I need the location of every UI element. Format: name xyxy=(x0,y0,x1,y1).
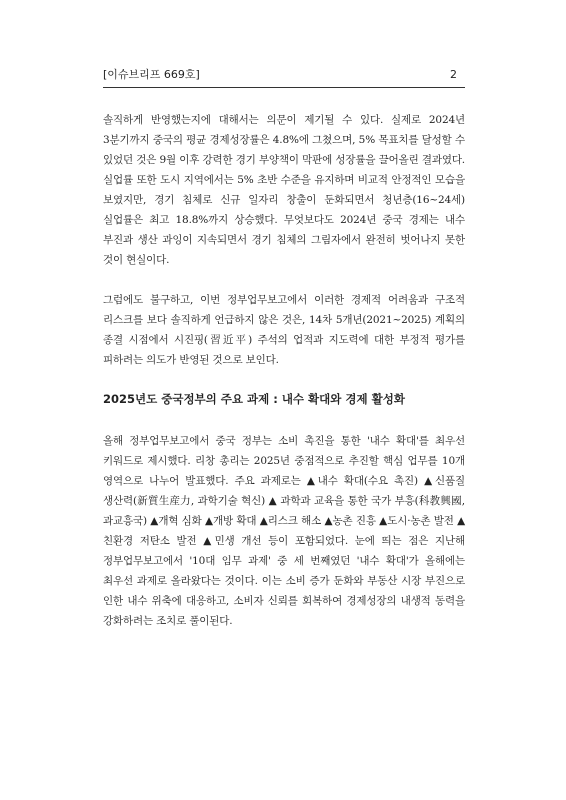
page-number: 2 xyxy=(450,68,457,81)
issue-brief-title: [이슈브리프 669호] xyxy=(103,68,200,81)
header-divider xyxy=(103,87,465,88)
paragraph-key-tasks: 올해 정부업무보고에서 중국 정부는 소비 촉진을 통한 '내수 확대'를 최우선 키워드로 제시했다. 리창 총리는 2025년 중점적으로 추진할 핵심 업무를 10개 영역으로 나누어 발표했다. 주요 과제로는 ▲내수 확대(수요 촉진) ▲신품질 생산력(新質生産力, 과학기술 혁신) ▲ 과학과 교육을 통한 국가 부흥(科教興國, 과교흥국) ▲개혁 심화 ▲개방 확대 ▲리스크 해소 ▲농촌 진흥 ▲도시·농촌 발전 ▲친환경 저탄소 발전 ▲민생 개선 등이 포함되었다. 눈에 띄는 점은 지난해 정부업무보고에서 '10대 임무 과제' 중 세 번째였던 '내수 확대'가 올해에는 최우선 과제로 올라왔다는 것이다. 이는 소비 증가 둔화와 부동산 시장 부진으로 인한 내수 위축에 대응하고, 소비자 신뢰를 회복하여 경제성장의 내생적 동력을 강화하려는 조치로 풀이된다. xyxy=(103,435,465,627)
page-header xyxy=(103,66,465,84)
document-body xyxy=(103,110,465,631)
paragraph-political-intent: 그럼에도 불구하고, 이번 정부업무보고에서 이러한 경제적 어려움과 구조적 리스크를 보다 솔직하게 언급하지 않은 것은, 14차 5개년(2021~2025) 계획의 종결 시점에서 시진핑(習近平) 주석의 업적과 지도력에 대한 부정적 평가를 피하려는 의도가 반영된 것으로 보인다. xyxy=(103,294,465,366)
section-heading: 2025년도 중국정부의 주요 과제 : 내수 확대와 경제 활성화 xyxy=(103,392,405,406)
paragraph-economic-performance: 솔직하게 반영했는지에 대해서는 의문이 제기될 수 있다. 실제로 2024년 3분기까지 중국의 평균 경제성장률은 4.8%에 그쳤으며, 5% 목표치를 달성할 수 있었던 것은 9월 이후 강력한 경기 부양책이 막판에 성장률을 끌어올린 결과였다. 실업률 또한 도시 지역에서는 5% 초반 수준을 유지하며 비교적 안정적인 모습을 보였지만, 경기 침체로 신규 일자리 창출이 둔화되면서 청년층(16~24세) 실업률은 최고 18.8%까지 상승했다. 무엇보다도 2024년 중국 경제는 내수 부진과 생산 과잉이 지속되면서 경기 침체의 그림자에서 완전히 벗어나지 못한 것이 현실이다. xyxy=(103,114,465,266)
